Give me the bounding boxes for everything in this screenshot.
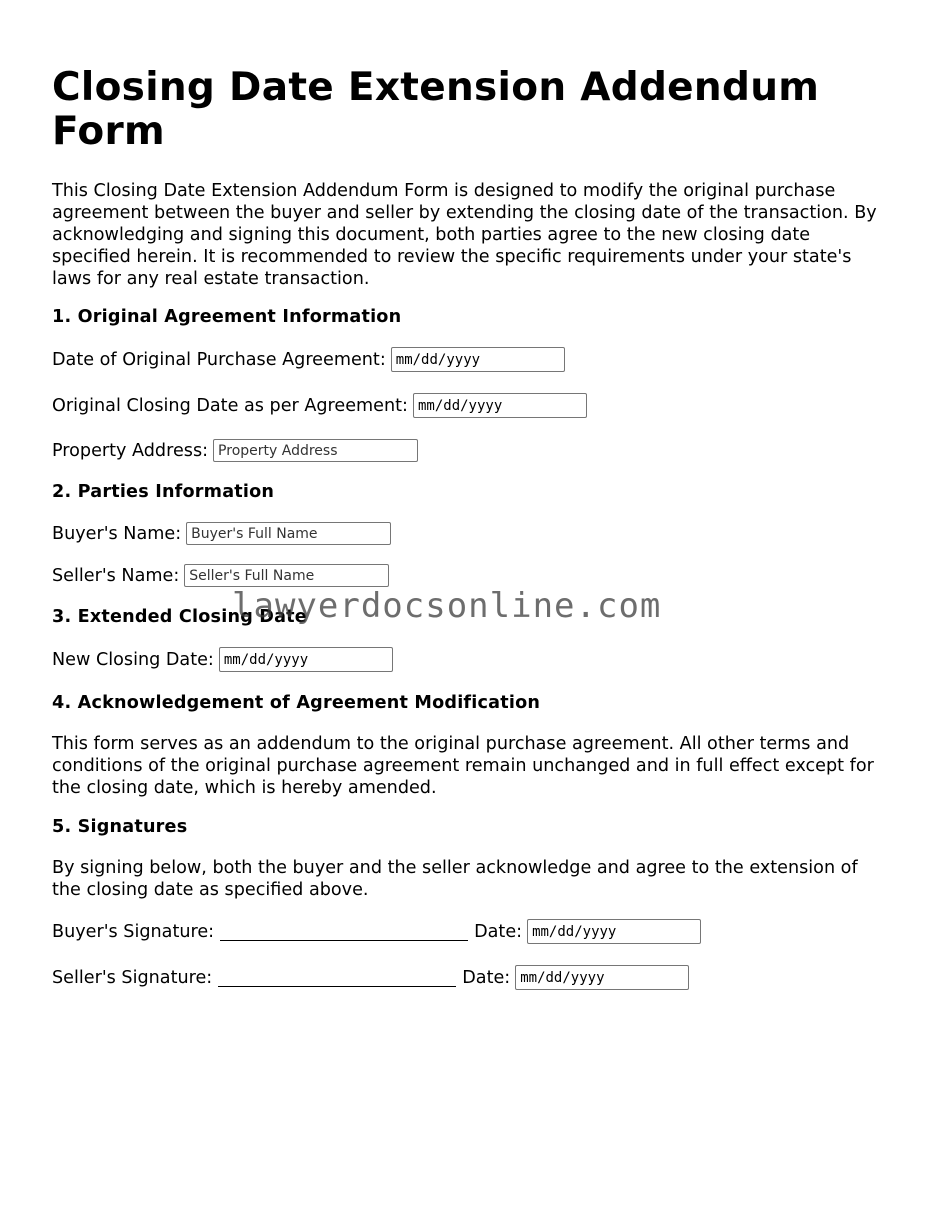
watermark: lawyerdocsonline.com <box>232 586 662 626</box>
seller-name-row <box>52 564 389 587</box>
original-purchase-date-label: Date of Original Purchase Agreement: <box>52 349 386 370</box>
property-address-row <box>52 439 418 462</box>
buyer-signature-line[interactable] <box>220 922 468 941</box>
intro-paragraph: This Closing Date Extension Addendum Form is designed to modify the original purchase agreement between the buyer and seller by extending the closing date of the transaction. By acknowledging and signing this document, both parties agree to the new closing date specified herein. It is recommended to review the specific requirements under your state's laws for any real estate transaction. <box>52 181 877 289</box>
property-address-input[interactable] <box>213 439 418 462</box>
new-closing-date-row <box>52 647 393 672</box>
new-closing-date-label: New Closing Date: <box>52 649 214 670</box>
date-placeholder: mm/dd/yyyy <box>532 923 617 940</box>
buyer-signature-label: Buyer's Signature: <box>52 921 215 942</box>
buyer-signature-row <box>52 919 701 944</box>
seller-date-label: Date: <box>462 967 511 988</box>
buyer-name-label: Buyer's Name: <box>52 523 182 544</box>
section-heading-acknowledgement: 4. Acknowledgement of Agreement Modification <box>52 693 541 713</box>
date-placeholder: mm/dd/yyyy <box>417 397 503 414</box>
original-closing-date-input[interactable] <box>413 393 587 418</box>
new-closing-date-input[interactable] <box>219 647 393 672</box>
seller-signature-row <box>52 965 689 990</box>
seller-signature-line[interactable] <box>218 968 456 987</box>
date-placeholder: mm/dd/yyyy <box>223 651 309 668</box>
buyer-date-label: Date: <box>474 921 523 942</box>
original-closing-date-label: Original Closing Date as per Agreement: <box>52 395 408 416</box>
buyer-name-row <box>52 522 391 545</box>
original-closing-date-row <box>52 393 587 418</box>
date-placeholder: mm/dd/yyyy <box>520 969 605 986</box>
date-placeholder: mm/dd/yyyy <box>395 351 481 368</box>
buyer-name-input[interactable] <box>186 522 391 545</box>
seller-name-label: Seller's Name: <box>52 565 180 586</box>
seller-signature-label: Seller's Signature: <box>52 967 213 988</box>
section-heading-signatures: 5. Signatures <box>52 817 188 837</box>
section-heading-extended-closing: 3. Extended Closing Date <box>52 607 307 627</box>
buyer-signature-date-input[interactable] <box>527 919 701 944</box>
section-heading-original-agreement: 1. Original Agreement Information <box>52 307 402 327</box>
page-title: Closing Date Extension Addendum Form <box>52 65 820 154</box>
signatures-paragraph: By signing below, both the buyer and the seller acknowledge and agree to the extension of the closing date as specified above. <box>52 858 858 900</box>
original-purchase-date-row <box>52 347 565 372</box>
section-heading-parties: 2. Parties Information <box>52 482 275 502</box>
property-address-label: Property Address: <box>52 440 209 461</box>
seller-signature-date-input[interactable] <box>515 965 689 990</box>
acknowledgement-paragraph: This form serves as an addendum to the original purchase agreement. All other terms and conditions of the original purchase agreement remain unchanged and in full effect except for the closing date, which is hereby amended. <box>52 734 874 798</box>
seller-name-input[interactable] <box>184 564 389 587</box>
original-purchase-date-input[interactable] <box>391 347 565 372</box>
